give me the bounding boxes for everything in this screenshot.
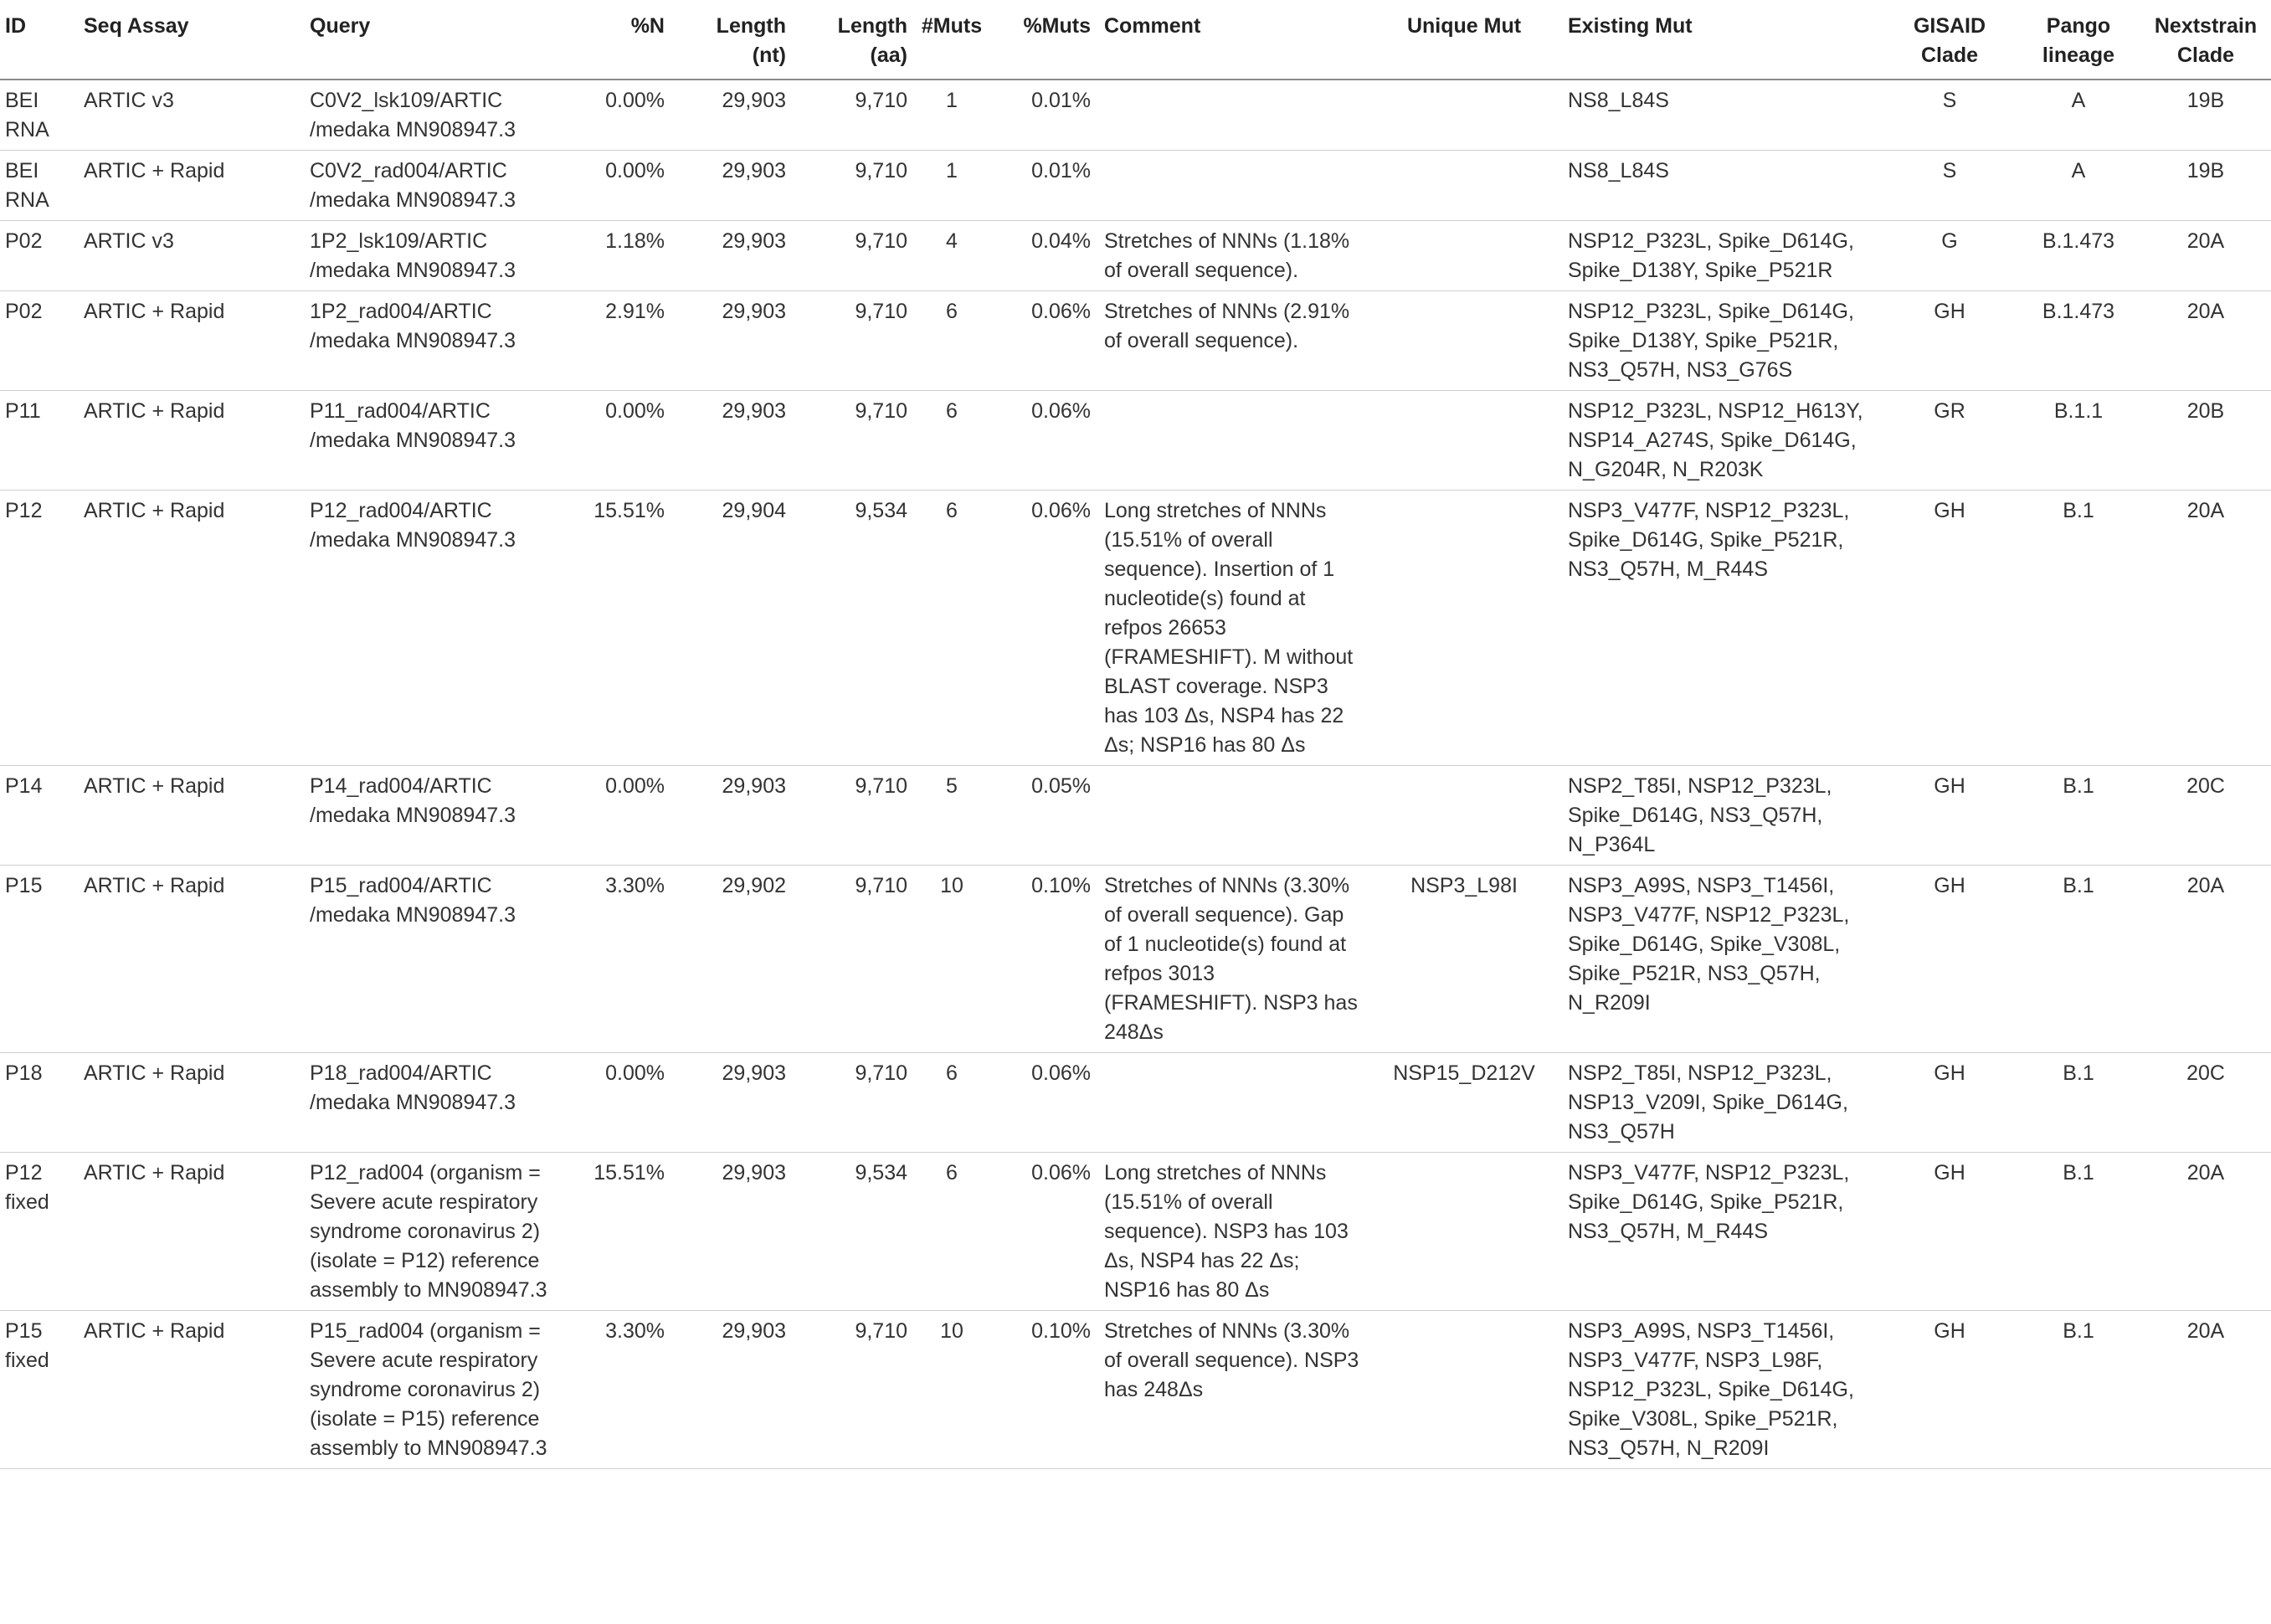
cell-id: P12 — [0, 491, 77, 766]
cell-gisaid: GH — [1883, 866, 2017, 1053]
cell-id: P02 — [0, 221, 77, 291]
cell-length-nt: 29,903 — [671, 151, 793, 221]
cell-length-nt: 29,903 — [671, 291, 793, 391]
cell-assay: ARTIC + Rapid — [77, 291, 303, 391]
cell-pango: B.1 — [2017, 1153, 2140, 1311]
cell-muts: 5 — [914, 766, 989, 866]
cell-pct-n: 15.51% — [569, 491, 671, 766]
cell-muts: 1 — [914, 80, 989, 151]
cell-pct-n: 15.51% — [569, 1153, 671, 1311]
cell-pct-n: 2.91% — [569, 291, 671, 391]
cell-query: P12_rad004/ARTIC /medaka MN908947.3 — [303, 491, 569, 766]
cell-pango: B.1.473 — [2017, 291, 2140, 391]
column-header-pct-muts: %Muts — [989, 0, 1097, 80]
cell-unique-mut: NSP3_L98I — [1367, 866, 1561, 1053]
cell-length-aa: 9,710 — [793, 80, 914, 151]
cell-nextstrain: 19B — [2140, 151, 2271, 221]
table-row — [0, 80, 2271, 151]
cell-gisaid: GR — [1883, 391, 2017, 491]
cell-length-nt: 29,904 — [671, 491, 793, 766]
table-row — [0, 1311, 2271, 1469]
cell-nextstrain: 19B — [2140, 80, 2271, 151]
cell-query: P18_rad004/ARTIC /medaka MN908947.3 — [303, 1053, 569, 1153]
column-header-length-aa: Length (aa) — [793, 0, 914, 80]
cell-unique-mut: NSP15_D212V — [1367, 1053, 1561, 1153]
cell-existing-mut: NSP12_P323L, Spike_D614G, Spike_D138Y, Spike_P521R — [1561, 221, 1883, 291]
cell-pct-muts: 0.04% — [989, 221, 1097, 291]
cell-nextstrain: 20A — [2140, 1153, 2271, 1311]
table-row — [0, 1153, 2271, 1311]
cell-pango: A — [2017, 151, 2140, 221]
cell-pct-n: 0.00% — [569, 766, 671, 866]
cell-pct-muts: 0.01% — [989, 80, 1097, 151]
cell-assay: ARTIC v3 — [77, 80, 303, 151]
header-row — [0, 0, 2271, 80]
cell-length-aa: 9,710 — [793, 1311, 914, 1469]
cell-pct-muts: 0.06% — [989, 1153, 1097, 1311]
cell-existing-mut: NS8_L84S — [1561, 80, 1883, 151]
cell-existing-mut: NSP12_P323L, Spike_D614G, Spike_D138Y, Spike_P521R, NS3_Q57H, NS3_G76S — [1561, 291, 1883, 391]
cell-query: 1P2_lsk109/ARTIC /medaka MN908947.3 — [303, 221, 569, 291]
cell-nextstrain: 20A — [2140, 221, 2271, 291]
cell-unique-mut — [1367, 1153, 1561, 1311]
cell-length-nt: 29,903 — [671, 80, 793, 151]
cell-muts: 6 — [914, 391, 989, 491]
cell-muts: 6 — [914, 1153, 989, 1311]
cell-pango: B.1 — [2017, 491, 2140, 766]
cell-unique-mut — [1367, 151, 1561, 221]
cell-pango: B.1 — [2017, 866, 2140, 1053]
cell-pct-n: 0.00% — [569, 80, 671, 151]
column-header-id: ID — [0, 0, 77, 80]
cell-existing-mut: NSP3_A99S, NSP3_T1456I, NSP3_V477F, NSP12_P323L, Spike_D614G, Spike_V308L, Spike_P521R, NS3_Q57H, N_R209I — [1561, 866, 1883, 1053]
cell-existing-mut: NSP3_V477F, NSP12_P323L, Spike_D614G, Spike_P521R, NS3_Q57H, M_R44S — [1561, 491, 1883, 766]
cell-pct-muts: 0.06% — [989, 1053, 1097, 1153]
cell-unique-mut — [1367, 766, 1561, 866]
cell-query: P11_rad004/ARTIC /medaka MN908947.3 — [303, 391, 569, 491]
cell-gisaid: G — [1883, 221, 2017, 291]
cell-muts: 4 — [914, 221, 989, 291]
cell-assay: ARTIC + Rapid — [77, 1311, 303, 1469]
table-row — [0, 151, 2271, 221]
cell-nextstrain: 20A — [2140, 1311, 2271, 1469]
column-header-query: Query — [303, 0, 569, 80]
column-header-existing-mut: Existing Mut — [1561, 0, 1883, 80]
cell-unique-mut — [1367, 80, 1561, 151]
cell-existing-mut: NS8_L84S — [1561, 151, 1883, 221]
cell-length-aa: 9,710 — [793, 766, 914, 866]
cell-unique-mut — [1367, 391, 1561, 491]
table-row — [0, 1053, 2271, 1153]
cell-comment: Stretches of NNNs (3.30% of overall sequence). NSP3 has 248Δs — [1097, 1311, 1367, 1469]
cell-assay: ARTIC + Rapid — [77, 391, 303, 491]
cell-pango: B.1.1 — [2017, 391, 2140, 491]
cell-assay: ARTIC + Rapid — [77, 1053, 303, 1153]
cell-length-nt: 29,903 — [671, 221, 793, 291]
cell-id: P12 fixed — [0, 1153, 77, 1311]
cell-comment: Long stretches of NNNs (15.51% of overall sequence). Insertion of 1 nucleotide(s) found at refpos 26653 (FRAMESHIFT). M without BLAST coverage. NSP3 has 103 Δs, NSP4 has 22 Δs; NSP16 has 80 Δs — [1097, 491, 1367, 766]
cell-pango: B.1 — [2017, 766, 2140, 866]
table-row — [0, 391, 2271, 491]
column-header-length-nt: Length (nt) — [671, 0, 793, 80]
cell-length-aa: 9,710 — [793, 151, 914, 221]
cell-pct-n: 0.00% — [569, 1053, 671, 1153]
cell-gisaid: GH — [1883, 1053, 2017, 1153]
cell-pct-muts: 0.05% — [989, 766, 1097, 866]
column-header-muts: #Muts — [914, 0, 989, 80]
cell-assay: ARTIC + Rapid — [77, 766, 303, 866]
cell-query: P14_rad004/ARTIC /medaka MN908947.3 — [303, 766, 569, 866]
cell-assay: ARTIC + Rapid — [77, 866, 303, 1053]
cell-pango: B.1 — [2017, 1053, 2140, 1153]
cell-length-nt: 29,903 — [671, 391, 793, 491]
cell-id: P14 — [0, 766, 77, 866]
cell-length-aa: 9,710 — [793, 291, 914, 391]
column-header-unique-mut: Unique Mut — [1367, 0, 1561, 80]
cell-id: P11 — [0, 391, 77, 491]
column-header-assay: Seq Assay — [77, 0, 303, 80]
cell-gisaid: GH — [1883, 291, 2017, 391]
cell-length-aa: 9,710 — [793, 1053, 914, 1153]
cell-muts: 6 — [914, 1053, 989, 1153]
cell-query: C0V2_lsk109/ARTIC /medaka MN908947.3 — [303, 80, 569, 151]
column-header-pct-n: %N — [569, 0, 671, 80]
cell-comment — [1097, 766, 1367, 866]
cell-nextstrain: 20A — [2140, 491, 2271, 766]
cell-length-aa: 9,710 — [793, 221, 914, 291]
cell-comment: Stretches of NNNs (3.30% of overall sequence). Gap of 1 nucleotide(s) found at refpos 3013 (FRAMESHIFT). NSP3 has 248Δs — [1097, 866, 1367, 1053]
cell-muts: 6 — [914, 291, 989, 391]
column-header-pango: Pango lineage — [2017, 0, 2140, 80]
cell-muts: 10 — [914, 1311, 989, 1469]
cell-existing-mut: NSP2_T85I, NSP12_P323L, NSP13_V209I, Spike_D614G, NS3_Q57H — [1561, 1053, 1883, 1153]
cell-gisaid: GH — [1883, 1311, 2017, 1469]
cell-pct-n: 1.18% — [569, 221, 671, 291]
cell-gisaid: GH — [1883, 766, 2017, 866]
cell-comment — [1097, 391, 1367, 491]
cell-comment: Stretches of NNNs (2.91% of overall sequence). — [1097, 291, 1367, 391]
cell-length-nt: 29,903 — [671, 1153, 793, 1311]
cell-query: P15_rad004 (organism = Severe acute respiratory syndrome coronavirus 2) (isolate = P15) reference assembly to MN908947.3 — [303, 1311, 569, 1469]
cell-muts: 1 — [914, 151, 989, 221]
cell-assay: ARTIC v3 — [77, 221, 303, 291]
cell-pct-n: 0.00% — [569, 391, 671, 491]
table-row — [0, 291, 2271, 391]
cell-pct-muts: 0.10% — [989, 1311, 1097, 1469]
cell-id: P15 fixed — [0, 1311, 77, 1469]
cell-pct-muts: 0.06% — [989, 291, 1097, 391]
cell-existing-mut: NSP2_T85I, NSP12_P323L, Spike_D614G, NS3_Q57H, N_P364L — [1561, 766, 1883, 866]
cell-gisaid: S — [1883, 80, 2017, 151]
cell-pango: B.1.473 — [2017, 221, 2140, 291]
cell-assay: ARTIC + Rapid — [77, 491, 303, 766]
cell-assay: ARTIC + Rapid — [77, 1153, 303, 1311]
table-row — [0, 491, 2271, 766]
cell-unique-mut — [1367, 1311, 1561, 1469]
cell-query: P15_rad004/ARTIC /medaka MN908947.3 — [303, 866, 569, 1053]
cell-length-nt: 29,903 — [671, 766, 793, 866]
cell-pct-muts: 0.10% — [989, 866, 1097, 1053]
cell-unique-mut — [1367, 291, 1561, 391]
cell-gisaid: GH — [1883, 491, 2017, 766]
cell-nextstrain: 20C — [2140, 766, 2271, 866]
table-header — [0, 0, 2271, 80]
column-header-nextstrain: Nextstrain Clade — [2140, 0, 2271, 80]
column-header-gisaid: GISAID Clade — [1883, 0, 2017, 80]
cell-query: P12_rad004 (organism = Severe acute respiratory syndrome coronavirus 2) (isolate = P12) reference assembly to MN908947.3 — [303, 1153, 569, 1311]
cell-length-aa: 9,534 — [793, 1153, 914, 1311]
cell-length-nt: 29,903 — [671, 1311, 793, 1469]
cell-gisaid: S — [1883, 151, 2017, 221]
cell-pango: A — [2017, 80, 2140, 151]
cell-id: P02 — [0, 291, 77, 391]
cell-pango: B.1 — [2017, 1311, 2140, 1469]
cell-comment — [1097, 1053, 1367, 1153]
cell-nextstrain: 20C — [2140, 1053, 2271, 1153]
cell-muts: 10 — [914, 866, 989, 1053]
cell-comment — [1097, 80, 1367, 151]
cell-length-aa: 9,534 — [793, 491, 914, 766]
cell-existing-mut: NSP12_P323L, NSP12_H613Y, NSP14_A274S, Spike_D614G, N_G204R, N_R203K — [1561, 391, 1883, 491]
cell-id: BEI RNA — [0, 151, 77, 221]
cell-assay: ARTIC + Rapid — [77, 151, 303, 221]
table-row — [0, 766, 2271, 866]
cell-id: P15 — [0, 866, 77, 1053]
cell-unique-mut — [1367, 491, 1561, 766]
cell-muts: 6 — [914, 491, 989, 766]
cell-pct-muts: 0.06% — [989, 491, 1097, 766]
cell-nextstrain: 20A — [2140, 866, 2271, 1053]
cell-pct-n: 3.30% — [569, 1311, 671, 1469]
table-body — [0, 80, 2271, 1469]
cell-length-aa: 9,710 — [793, 391, 914, 491]
cell-length-aa: 9,710 — [793, 866, 914, 1053]
cell-id: P18 — [0, 1053, 77, 1153]
table-row — [0, 221, 2271, 291]
cell-unique-mut — [1367, 221, 1561, 291]
column-header-comment: Comment — [1097, 0, 1367, 80]
cell-query: 1P2_rad004/ARTIC /medaka MN908947.3 — [303, 291, 569, 391]
cell-length-nt: 29,903 — [671, 1053, 793, 1153]
cell-comment: Stretches of NNNs (1.18% of overall sequence). — [1097, 221, 1367, 291]
cell-existing-mut: NSP3_A99S, NSP3_T1456I, NSP3_V477F, NSP3_L98F, NSP12_P323L, Spike_D614G, Spike_V308L, Spike_P521R, NS3_Q57H, N_R209I — [1561, 1311, 1883, 1469]
cell-comment — [1097, 151, 1367, 221]
cell-existing-mut: NSP3_V477F, NSP12_P323L, Spike_D614G, Spike_P521R, NS3_Q57H, M_R44S — [1561, 1153, 1883, 1311]
cell-gisaid: GH — [1883, 1153, 2017, 1311]
table-row — [0, 866, 2271, 1053]
cell-pct-n: 3.30% — [569, 866, 671, 1053]
cell-query: C0V2_rad004/ARTIC /medaka MN908947.3 — [303, 151, 569, 221]
cell-pct-muts: 0.06% — [989, 391, 1097, 491]
cell-comment: Long stretches of NNNs (15.51% of overall sequence). NSP3 has 103 Δs, NSP4 has 22 Δs; NSP16 has 80 Δs — [1097, 1153, 1367, 1311]
cell-id: BEI RNA — [0, 80, 77, 151]
cell-nextstrain: 20A — [2140, 291, 2271, 391]
cell-length-nt: 29,902 — [671, 866, 793, 1053]
cell-nextstrain: 20B — [2140, 391, 2271, 491]
cell-pct-n: 0.00% — [569, 151, 671, 221]
cell-pct-muts: 0.01% — [989, 151, 1097, 221]
